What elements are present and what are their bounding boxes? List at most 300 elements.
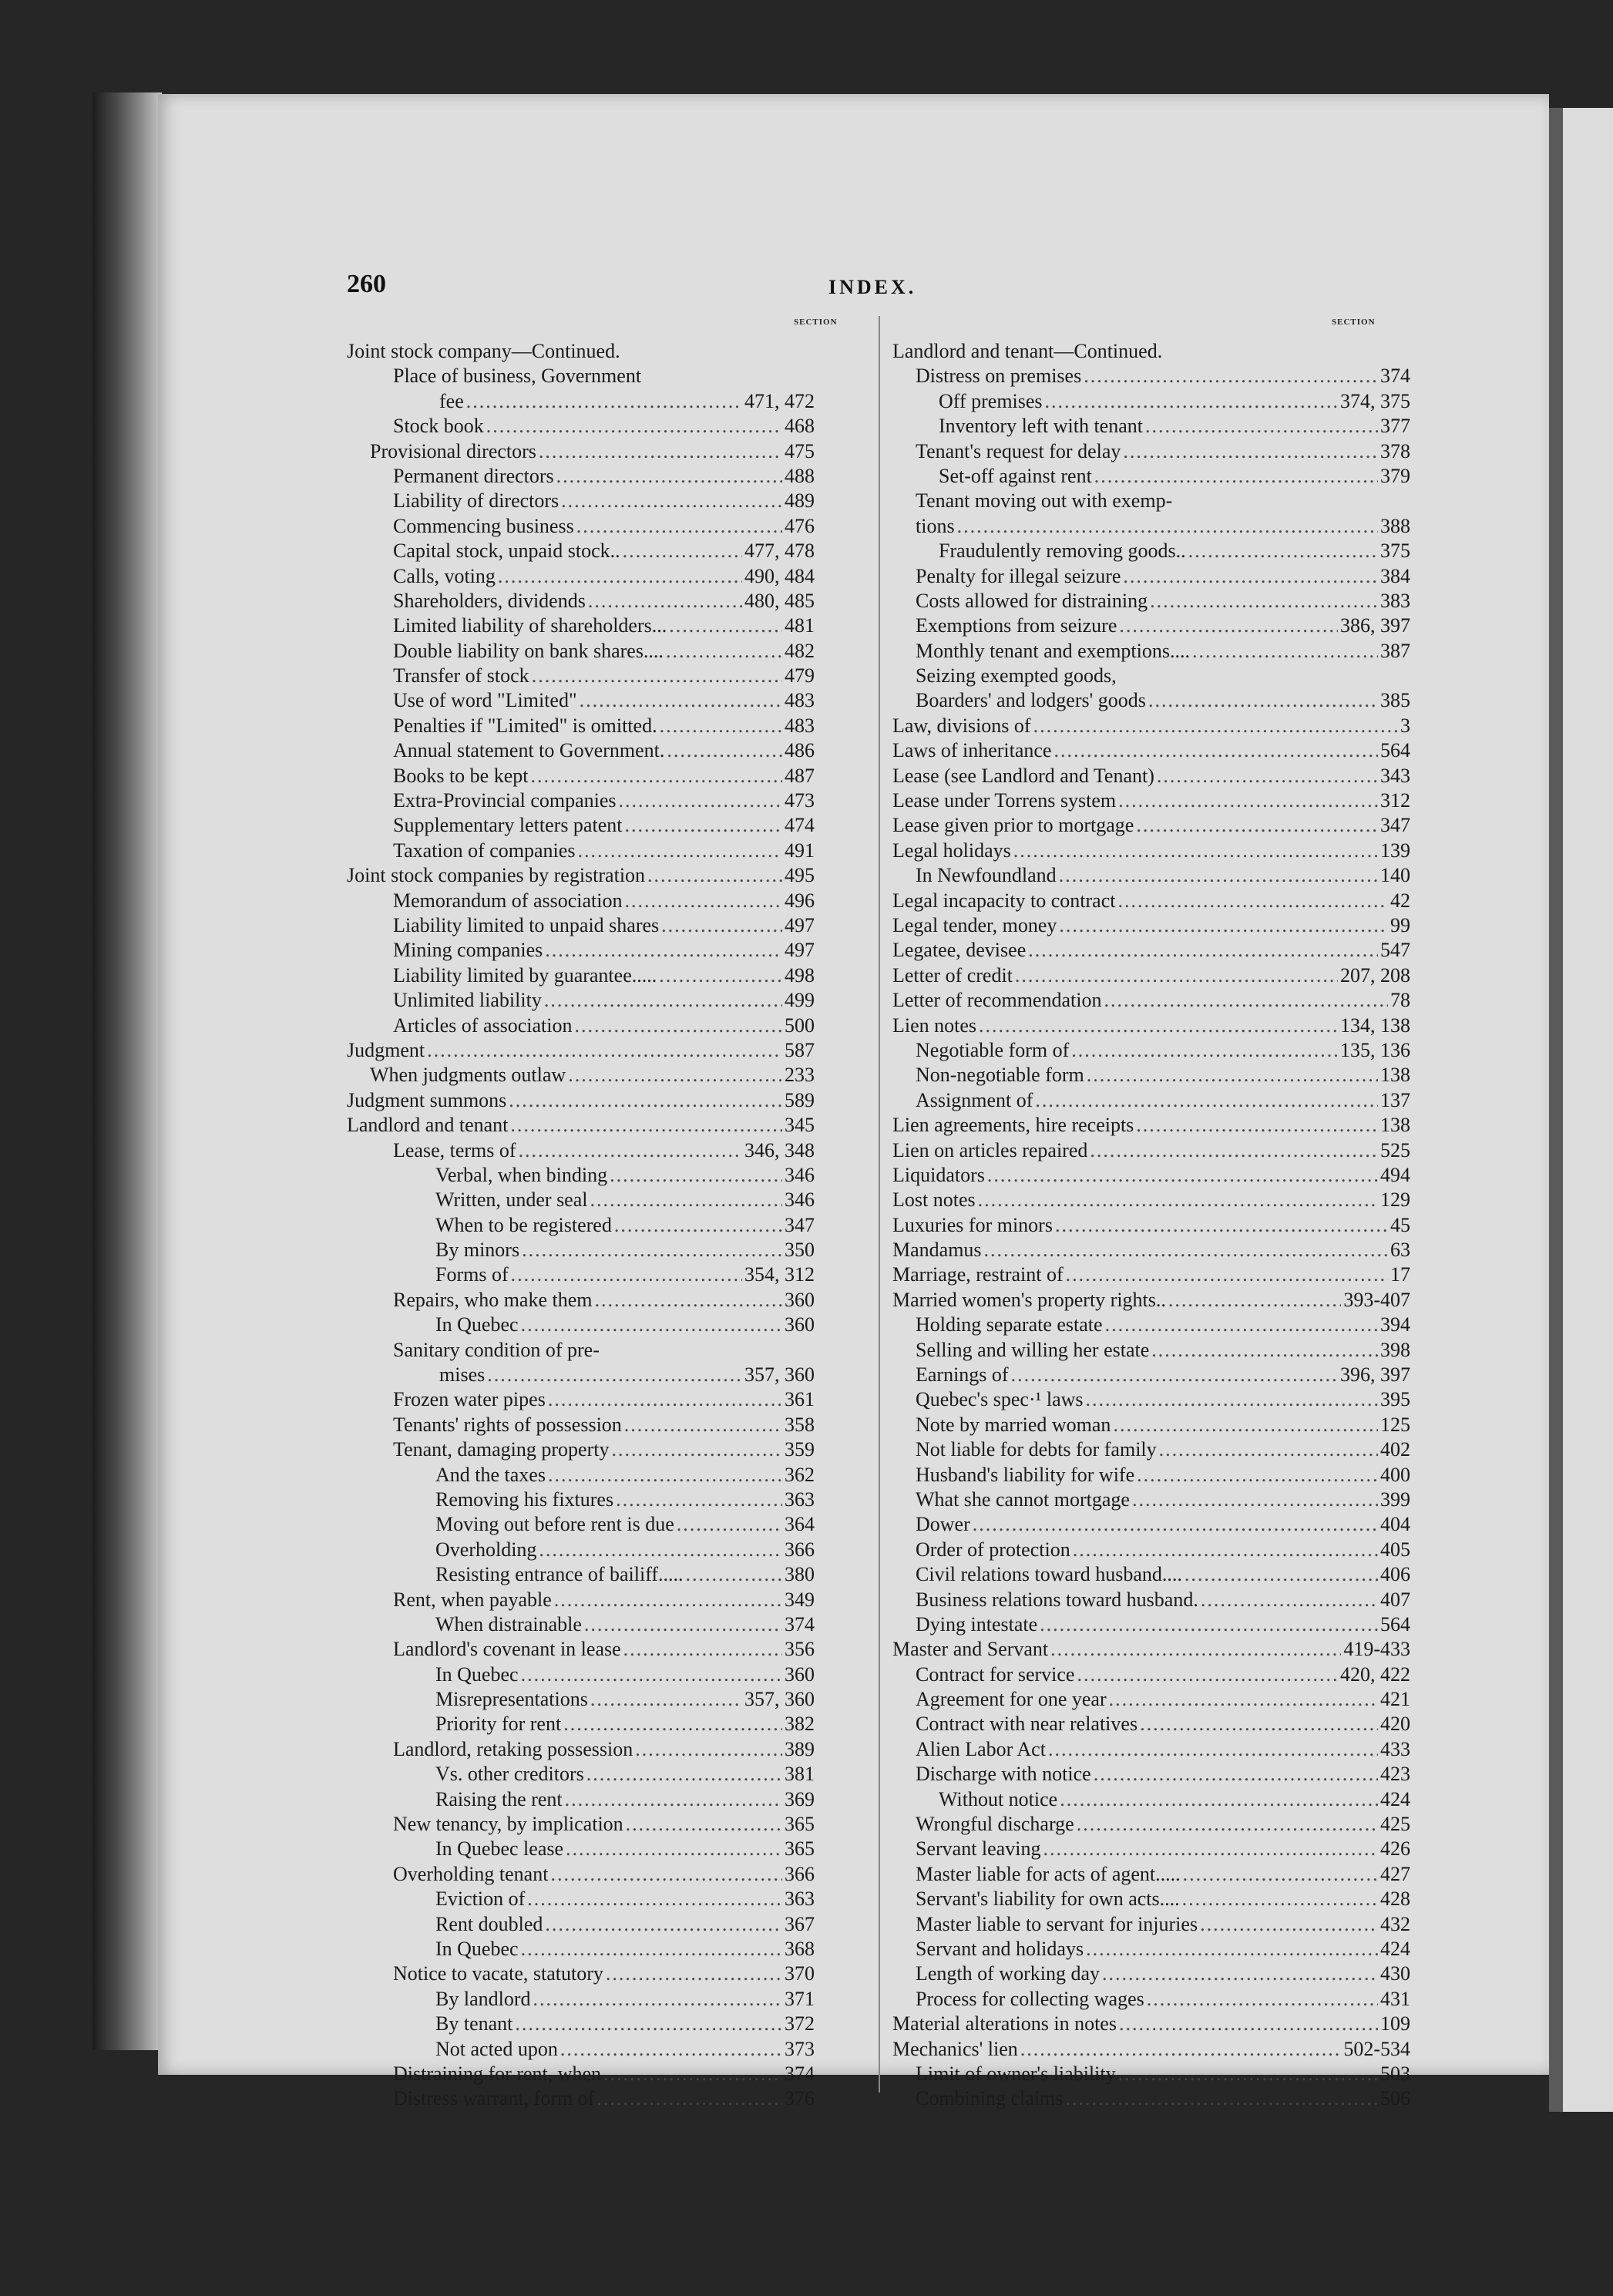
index-entry	[892, 913, 1410, 938]
leader-dots	[1200, 1912, 1378, 1937]
page-edge	[1549, 108, 1563, 2112]
index-entry-section: 424	[1380, 1787, 1410, 1810]
leader-dots	[427, 1038, 782, 1063]
leader-dots	[580, 688, 782, 713]
index-entry-text: In Quebec	[435, 1938, 519, 1960]
index-entry-text: Non-negotiable form	[916, 1064, 1084, 1087]
index-entry-section: 387	[1380, 639, 1410, 662]
index-entry-text: Stock book	[393, 415, 484, 438]
index-entry	[892, 1612, 1410, 1637]
index-entry-section: 503	[1380, 2062, 1410, 2085]
index-entry-section: 564	[1380, 1612, 1410, 1635]
index-entry-section: 374	[785, 1612, 815, 1635]
index-entry-text: Forms of	[435, 1263, 509, 1286]
index-entry-text: Limit of owner's liability	[916, 2062, 1116, 2085]
leader-dots	[1045, 389, 1338, 414]
index-entry-section: 382	[785, 1713, 815, 1736]
leader-dots	[1105, 1313, 1378, 1337]
index-entry-text: And the taxes	[435, 1463, 546, 1486]
index-entry	[892, 1262, 1410, 1287]
leader-dots	[659, 963, 782, 988]
index-entry-section: 433	[1380, 1737, 1410, 1760]
index-entry-section: 363	[785, 1888, 815, 1911]
index-entry	[347, 1712, 815, 1736]
leader-dots	[623, 1637, 782, 1662]
index-entry	[892, 1637, 1410, 1662]
index-entry-section: 357, 360	[744, 1363, 815, 1387]
index-entry	[347, 1313, 815, 1337]
leader-dots	[973, 1512, 1378, 1537]
leader-dots	[1192, 639, 1378, 664]
index-entry	[892, 1387, 1410, 1412]
index-entry-text: Legal holidays	[892, 839, 1011, 862]
index-entry-section: 135, 136	[1340, 1038, 1410, 1061]
index-entry-section: 374, 375	[1340, 389, 1410, 412]
index-entry-text: Raising the rent	[435, 1787, 563, 1810]
index-entry	[347, 1837, 815, 1861]
index-entry-text: Provisional directors	[370, 439, 536, 462]
index-entry	[892, 389, 1410, 414]
index-entry-section: 374	[1380, 365, 1410, 388]
index-entry-text: Costs allowed for distraining	[916, 589, 1148, 612]
index-entry-section: 137	[1380, 1088, 1410, 1111]
index-entry-text: What she cannot mortgage	[916, 1488, 1130, 1511]
index-entry-section: 404	[1380, 1513, 1410, 1536]
index-entry	[892, 1313, 1410, 1337]
index-entry	[347, 1338, 815, 1363]
index-entry-text: Liability limited to unpaid shares	[393, 913, 660, 936]
index-entry-text: Legatee, devisee	[892, 939, 1027, 962]
index-entry	[347, 489, 815, 513]
index-entry	[347, 1887, 815, 1911]
index-entry	[892, 1413, 1410, 1437]
index-entry	[892, 988, 1410, 1013]
index-entry-text: Married women's property rights..	[892, 1288, 1166, 1311]
index-entry-section: 426	[1380, 1837, 1410, 1861]
index-entry	[892, 514, 1410, 539]
section-label-left: SECTION	[794, 318, 838, 327]
index-entry-text: tions	[916, 514, 955, 537]
index-entry-section: 476	[785, 514, 815, 537]
index-entry-section: 372	[785, 2012, 815, 2035]
index-entry-text: When distrainable	[435, 1612, 582, 1635]
index-entry-section: 432	[1380, 1912, 1410, 1935]
index-entry	[892, 1163, 1410, 1188]
index-entry-section: 312	[1380, 789, 1410, 812]
index-entry	[892, 2086, 1410, 2111]
index-entry-text: Lease (see Landlord and Tenant)	[892, 764, 1154, 787]
index-entry	[892, 1188, 1410, 1212]
index-entry-section: 99	[1390, 913, 1410, 936]
leader-dots	[1148, 688, 1378, 713]
index-entry-section: 420, 422	[1340, 1662, 1410, 1686]
facing-page	[1563, 108, 1613, 2112]
index-entry-section: 140	[1380, 864, 1410, 887]
leader-dots	[595, 1288, 783, 1313]
index-entry	[892, 1014, 1410, 1038]
index-entry	[347, 1188, 815, 1212]
index-entry-text: Lease under Torrens system	[892, 789, 1117, 812]
leader-dots	[1201, 1588, 1378, 1612]
index-entry	[347, 1387, 815, 1412]
leader-dots	[677, 1512, 782, 1537]
index-entry	[347, 414, 815, 439]
index-entry-text: Verbal, when binding	[435, 1163, 608, 1186]
index-entry	[347, 889, 815, 913]
index-entry-section: 378	[1380, 439, 1410, 462]
leader-dots	[1090, 1138, 1378, 1163]
index-entry	[347, 788, 815, 813]
index-entry-section: 398	[1380, 1338, 1410, 1361]
index-entry-text: Master and Servant	[892, 1638, 1049, 1661]
index-entry-text: Overholding tenant	[393, 1862, 549, 1885]
index-entry-text: Earnings of	[916, 1363, 1009, 1387]
index-entry	[347, 539, 815, 563]
index-entry-section: 547	[1380, 939, 1410, 962]
index-entry-text: Seizing exempted goods,	[916, 664, 1117, 687]
index-entry	[892, 1138, 1410, 1163]
index-entry-text: Laws of inheritance	[892, 739, 1052, 762]
index-entry	[347, 1363, 815, 1387]
index-entry-section: 587	[785, 1038, 815, 1061]
index-entry-text: Rent doubled	[435, 1912, 543, 1935]
index-entry-section: 354, 312	[744, 1263, 815, 1286]
index-entry-section: 479	[785, 664, 815, 687]
index-entry-text: Husband's liability for wife	[916, 1463, 1135, 1486]
index-entry-text: Alien Labor Act	[916, 1737, 1046, 1760]
leader-dots	[1104, 988, 1388, 1013]
index-entry-section: 431	[1380, 1987, 1410, 2010]
index-entry-section: 474	[785, 814, 815, 837]
index-entry-text: Joint stock companies by registration	[347, 864, 646, 887]
index-entry-text: Distress on premises	[916, 365, 1082, 388]
leader-dots	[550, 1862, 782, 1887]
leader-dots	[1094, 1762, 1378, 1787]
index-entry	[347, 1662, 815, 1687]
index-entry-section: 360	[785, 1662, 815, 1686]
index-entry	[892, 738, 1410, 763]
index-entry-text: Vs. other creditors	[435, 1763, 584, 1786]
index-entry	[892, 1687, 1410, 1712]
index-entry-section: 207, 208	[1340, 963, 1410, 987]
index-entry	[347, 464, 815, 489]
index-entry-text: Judgment	[347, 1038, 425, 1061]
leader-dots	[1084, 364, 1378, 388]
leader-dots	[666, 639, 782, 664]
index-entry-section: 480, 485	[744, 589, 815, 612]
index-entry-text: Commencing business	[393, 514, 574, 537]
index-entry	[347, 1812, 815, 1837]
index-entry	[892, 489, 1410, 513]
index-entry-text: Servant's liability for own acts....	[916, 1888, 1180, 1911]
index-entry-text: Inventory left with tenant	[939, 415, 1143, 438]
column-divider	[879, 316, 880, 2093]
leader-dots	[1040, 1612, 1378, 1637]
leader-dots	[1053, 738, 1378, 763]
index-entry	[892, 1588, 1410, 1612]
index-entry-text: Eviction of	[435, 1888, 526, 1911]
index-entry-text: Removing his fixtures	[435, 1488, 614, 1511]
index-entry	[347, 339, 815, 364]
index-entry	[892, 1812, 1410, 1837]
leader-dots	[521, 1937, 782, 1962]
index-entry-text: Tenant moving out with exemp-	[916, 489, 1173, 513]
leader-dots	[1132, 1488, 1378, 1512]
index-entry-text: Use of word "Limited"	[393, 689, 577, 712]
index-entry-section: 471, 472	[744, 389, 815, 412]
index-entry-section: 405	[1380, 1538, 1410, 1561]
leader-dots	[660, 714, 782, 738]
index-entry-text: Not acted upon	[435, 2037, 558, 2060]
index-entry	[347, 1862, 815, 1887]
index-entry	[347, 1987, 815, 2012]
index-entry	[347, 1687, 815, 1712]
leader-dots	[539, 439, 782, 464]
index-entry-section: 423	[1380, 1763, 1410, 1786]
index-entry-text: Liability limited by guarantee.....	[393, 963, 657, 987]
index-entry-text: Without notice	[939, 1787, 1058, 1810]
leader-dots	[1060, 1787, 1378, 1812]
index-entry	[347, 1213, 815, 1238]
index-entry-section: 419-433	[1343, 1638, 1410, 1661]
index-entry-section: 379	[1380, 464, 1410, 487]
index-entry-section: 489	[785, 489, 815, 513]
leader-dots	[623, 539, 742, 563]
index-entry	[892, 364, 1410, 388]
index-entry	[892, 1038, 1410, 1063]
index-entry-section: 473	[785, 789, 815, 812]
index-entry-text: Notice to vacate, statutory	[393, 1962, 603, 1985]
index-entry-text: Lien notes	[892, 1014, 977, 1037]
leader-dots	[509, 1088, 782, 1113]
index-entry	[347, 1637, 815, 1662]
index-entry-section: 358	[785, 1413, 815, 1436]
index-entry-text: Mechanics' lien	[892, 2037, 1018, 2060]
index-entry-text: In Newfoundland	[916, 864, 1057, 887]
index-entry-section: 481	[785, 614, 815, 637]
leader-dots	[548, 1463, 782, 1488]
leader-dots	[1033, 714, 1398, 738]
index-entry	[892, 414, 1410, 439]
leader-dots	[619, 788, 782, 813]
index-entry-section: 138	[1380, 1114, 1410, 1137]
index-entry	[892, 339, 1410, 364]
index-entry-section: 129	[1380, 1188, 1410, 1212]
index-entry-section: 406	[1380, 1563, 1410, 1586]
index-entry	[347, 589, 815, 613]
index-entry-section: 498	[785, 963, 815, 987]
index-entry-text: Limited liability of shareholders...	[393, 614, 667, 637]
index-entry	[347, 863, 815, 888]
index-entry-section: 370	[785, 1962, 815, 1985]
index-entry-section: 369	[785, 1787, 815, 1810]
index-entry-text: Taxation of companies	[393, 839, 576, 862]
leader-dots	[647, 863, 782, 888]
index-entry-text: Sanitary condition of pre-	[393, 1338, 600, 1361]
index-entry-section: 421	[1380, 1688, 1410, 1711]
index-entry-section: 399	[1380, 1488, 1410, 1511]
index-entry	[892, 664, 1410, 688]
leader-dots	[1123, 564, 1378, 589]
index-entry-section: 496	[785, 889, 815, 912]
index-entry-text: Articles of association	[393, 1014, 573, 1037]
index-entry	[892, 1238, 1410, 1262]
index-entry-section: 359	[785, 1438, 815, 1461]
index-entry-section: 134, 138	[1340, 1014, 1410, 1037]
index-entry	[892, 714, 1410, 738]
leader-dots	[565, 1787, 782, 1812]
leader-dots	[1102, 1962, 1378, 1986]
leader-dots	[1140, 1712, 1378, 1736]
index-entry-text: Business relations toward husband.	[916, 1588, 1198, 1611]
index-entry-text: Agreement for one year	[916, 1688, 1107, 1711]
index-entry-text: Letter of recommendation	[892, 989, 1102, 1012]
leader-dots	[510, 1113, 782, 1138]
index-entry-text: Permanent directors	[393, 464, 554, 487]
index-entry-section: 345	[785, 1114, 815, 1137]
index-entry-section: 3	[1400, 714, 1410, 737]
index-entry	[347, 714, 815, 738]
index-entry	[347, 1238, 815, 1262]
index-entry	[892, 1512, 1410, 1537]
index-entry-text: Tenant, damaging property	[393, 1438, 610, 1461]
leader-dots	[575, 1014, 783, 1038]
index-entry	[892, 1288, 1410, 1313]
index-entry-text: Landlord, retaking possession	[393, 1737, 633, 1760]
index-entry-text: Tenant's request for delay	[916, 439, 1121, 462]
leader-dots	[603, 2062, 782, 2086]
leader-dots	[1020, 2037, 1342, 2062]
index-entry-section: 499	[785, 989, 815, 1012]
index-entry-section: 346	[785, 1188, 815, 1212]
leader-dots	[686, 1562, 782, 1587]
leader-dots	[1109, 1687, 1378, 1712]
index-entry-text: Set-off against rent	[939, 464, 1092, 487]
index-entry-section: 564	[1380, 739, 1410, 762]
index-entry-text: Moving out before rent is due	[435, 1513, 674, 1536]
index-entry	[347, 738, 815, 763]
index-entry-section: 363	[785, 1488, 815, 1511]
index-entry-text: Luxuries for minors	[892, 1213, 1053, 1236]
index-entry	[892, 589, 1410, 613]
index-entry-section: 477, 478	[744, 540, 815, 563]
leader-dots	[1028, 938, 1378, 963]
leader-dots	[548, 1387, 782, 1412]
leader-dots	[577, 839, 782, 863]
leader-dots	[1188, 539, 1378, 563]
index-entry-section: 468	[785, 415, 815, 438]
index-column-right	[892, 339, 1410, 2112]
index-entry-text: Contract for service	[916, 1662, 1075, 1686]
index-entry-text: Master liable for acts of agent.....	[916, 1862, 1181, 1885]
index-entry-section: 63	[1390, 1239, 1410, 1262]
leader-dots	[1087, 1063, 1378, 1087]
index-entry	[347, 1737, 815, 1762]
index-entry-text: Mining companies	[393, 939, 543, 962]
index-entry-section: 45	[1390, 1213, 1410, 1236]
leader-dots	[987, 1163, 1378, 1188]
index-entry	[347, 839, 815, 863]
index-entry-section: 361	[785, 1388, 815, 1411]
index-entry	[892, 1787, 1410, 1812]
index-entry-section: 346	[785, 1163, 815, 1186]
index-entry	[892, 539, 1410, 563]
leader-dots	[624, 1413, 782, 1437]
index-entry	[347, 1463, 815, 1488]
index-entry	[347, 764, 815, 788]
index-entry	[892, 1937, 1410, 1962]
index-entry-section: 497	[785, 913, 815, 936]
index-entry-text: Note by married woman	[916, 1413, 1111, 1436]
index-entry-text: Written, under seal	[435, 1188, 588, 1212]
leader-dots	[545, 938, 782, 963]
leader-dots	[1059, 913, 1388, 938]
index-entry-section: 427	[1380, 1862, 1410, 1885]
index-entry	[347, 2037, 815, 2062]
leader-dots	[590, 1687, 742, 1712]
leader-dots	[667, 738, 782, 763]
index-entry-text: Combining claims	[916, 2087, 1064, 2110]
index-entry	[892, 1837, 1410, 1861]
index-entry	[892, 1762, 1410, 1787]
index-entry-text: Judgment summons	[347, 1088, 507, 1111]
index-entry	[347, 1437, 815, 1462]
index-entry-text: Joint stock company—Continued.	[347, 340, 620, 362]
leader-dots	[625, 889, 783, 913]
leader-dots	[522, 1238, 782, 1262]
index-entry-section: 125	[1380, 1413, 1410, 1436]
index-entry	[347, 1038, 815, 1063]
page-number: 260	[347, 270, 386, 298]
index-entry	[892, 2037, 1410, 2062]
index-entry-section: 347	[785, 1213, 815, 1236]
index-entry	[892, 1488, 1410, 1512]
index-entry-text: Calls, voting	[393, 564, 496, 587]
leader-dots	[533, 1987, 783, 2012]
index-entry-section: 384	[1380, 564, 1410, 587]
index-entry-text: By landlord	[435, 1987, 531, 2010]
index-entry	[892, 1437, 1410, 1462]
index-entry	[347, 1937, 815, 1962]
index-entry	[892, 1962, 1410, 1986]
index-entry-section: 396, 397	[1340, 1363, 1410, 1387]
index-entry-text: Rent, when payable	[393, 1588, 552, 1611]
index-entry-section: 393-407	[1343, 1288, 1410, 1311]
index-entry-section: 486	[785, 739, 815, 762]
index-entry	[347, 1088, 815, 1113]
leader-dots	[1168, 1288, 1341, 1313]
leader-dots	[606, 1962, 782, 1986]
leader-dots	[1118, 788, 1378, 813]
leader-dots	[1150, 589, 1378, 613]
index-entry-section: 368	[785, 1938, 815, 1960]
leader-dots	[545, 1912, 782, 1937]
index-entry-text: Quebec's spec·¹ laws	[916, 1388, 1084, 1411]
leader-dots	[539, 1538, 782, 1562]
index-entry-text: Landlord and tenant	[347, 1114, 509, 1137]
leader-dots	[1185, 1562, 1378, 1587]
leader-dots	[561, 489, 782, 513]
index-entry-text: Civil relations toward husband....	[916, 1563, 1182, 1586]
index-entry	[892, 1912, 1410, 1937]
index-entry-text: Wrongful discharge	[916, 1813, 1074, 1836]
leader-dots	[521, 1313, 782, 1337]
index-entry-section: 424	[1380, 1938, 1410, 1960]
leader-dots	[531, 764, 783, 788]
index-entry-text: Resisting entrance of bailiff.....	[435, 1563, 684, 1586]
index-entry	[892, 1063, 1410, 1087]
index-entry	[347, 1014, 815, 1038]
